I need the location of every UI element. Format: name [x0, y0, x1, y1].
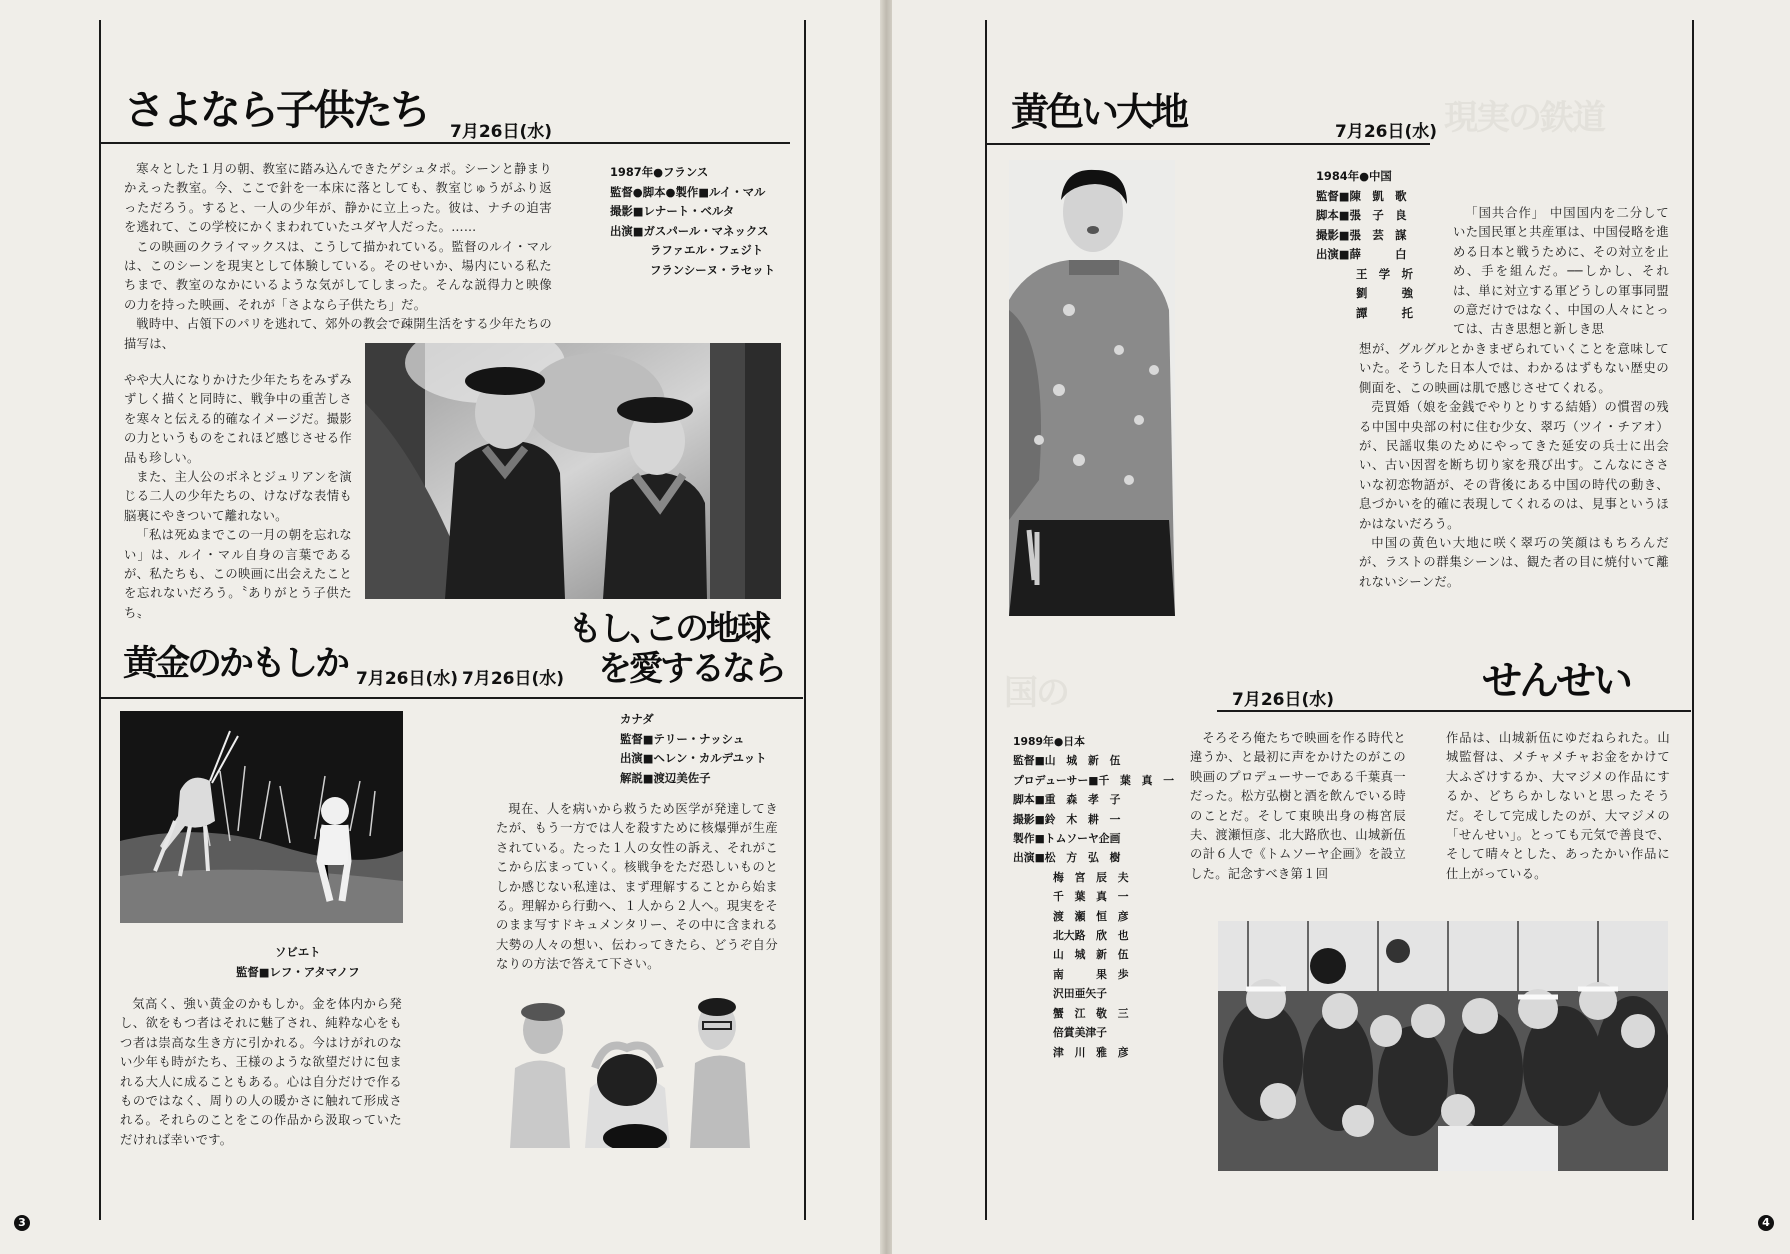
moshi-credits: カナダ 監督■テリー・ナッシュ 出演■ヘレン・カルデユット 解説■渡辺美佐子 [620, 712, 767, 785]
kiiro-title-rule [986, 143, 1430, 145]
page-number-right: 4 [1758, 1215, 1774, 1231]
kiiro-text-narrow: 「国共合作」 中国国内を二分していた国民軍と共産軍は、中国侵略を進める日本と戦うために、その対立を止め、手を組んだ。──しかし、それは、単に対立する軍どうしの軍事同盟の意だけではなく、中国の人々にとっては、古き思想と新しき思 [1453, 206, 1669, 337]
kiiro-text-wide: 想が、グルグルとかきまぜられていくことを意味していた。そうした日本人では、わかるはずもない歴史の側面を、この映画は肌で感じさせてくれる。 売買婚（娘を金銭でやりとりする結婚）の慣習の残る中国中央部の村に住む少女、翠巧（ツイ・チアオ）が、民謡収集のためにやってきた延安の兵士に出会い、古い因習を断ち切り家を飛び出す。こんなにささいな初恋物語が、その背後にある中国の時代の動き、息づかいを的確に表現してくれるのは、見事というほかはないだろう。 中国の黄色い大地に咲く翠巧の笑顔はもちろんだが、ラストの群集シーンは、観た者の目に焼付いて離れないシーンだ。 [1359, 342, 1669, 589]
sensei-title-rule [1217, 710, 1691, 712]
moshi-date: 7月26日(水) [462, 669, 565, 689]
three-people-cutout-image [505, 998, 770, 1148]
bleed-through-text: 現実の鉄道 [1444, 98, 1604, 138]
kiiro-date: 7月26日(水) [1335, 122, 1438, 142]
kamoshika-date: 7月26日(水) [356, 669, 459, 689]
sayonara-title: さよなら子供たち [124, 86, 428, 134]
sensei-date: 7月26日(水) [1232, 690, 1335, 710]
kiiro-credits: 1984年●中国 監督■陳 凱 歌 脚本■張 子 良 撮影■張 芸 謀 出演■薛 白 王 学 圻 劉 強 譚 托 [1316, 169, 1413, 320]
sayonara-date: 7月26日(水) [450, 122, 553, 142]
kamoshika-photo [120, 711, 403, 923]
moshi-title-line1: もし､この地球 [568, 609, 768, 649]
sensei-credits: 1989年●日本 監督■山 城 新 伍 プロデューサー■千 葉 真 一 脚本■重 森 孝 子 撮影■鈴 木 耕 一 製作■トムソーヤ企画 出演■松 方 弘 樹 梅 宮 辰 夫 千 葉 真 一 渡 瀬 恒 彦 北大路 欣 也 山 城 新 伍 南 果 歩 沢田亜矢子 蟹 江 敬 三 倍賞美津子 津 川 雅 彦 [1013, 735, 1175, 1059]
kamoshika-text: 気高く、強い黄金のかもしか。金を体内から発し、欲をもつ者はそれに魅了され、純粋な心をもつ者は崇高な生き方に引かれる。今はけがれのない少年も時がたち、王様のような欲望だけに包まれる大人に成ることもある。心は自分だけで作るものではなく、周りの人の暖かさに触れて形成される。それらのことをこの作品から汲取っていただければ幸いです。 [120, 997, 402, 1147]
sayonara-text-side: やや大人になりかけた少年たちをみずみずしく描くと同時に、戦争中の重苦しさを寒々と伝える的確なイメージだ。撮影の力というものをこれほど感じさせる作品も珍しい。 また、主人公のボネとジュリアンを演じる二人の少年たちの、けなげな表情も脳裏にやきついて離れない。 「私は死ぬまでこの一月の朝を忘れない」は、ルイ・マル自身の言葉であるが、私たちも、この映画に出会えたことを忘れないだろう。〝ありがとう子供たち〟 [124, 373, 352, 620]
sayonara-credits: 1987年●フランス 監督●脚本●製作■ルイ・マル 撮影■レナート・ベルタ 出演■ガスパール・マネックス ラファエル・フェジト フランシーヌ・ラセット [610, 165, 776, 277]
kiiro-photo [1009, 160, 1175, 616]
kamoshika-title: 黄金のかもしか [123, 644, 348, 684]
kamoshika-credits: ソビエト 監督■レフ・アタマノフ [236, 945, 360, 979]
left-page-right-rule [804, 20, 806, 1220]
right-margin-rule [1692, 20, 1694, 1220]
moshi-text: 現在、人を病いから救うため医学が発達してきたが、もう一方では人を殺すために核爆弾が生産されている。たった１人の女性の訴え、それがここから広まっていく。核戦争をただ恐しいものとしか感じない私達は、まず理解することから始まる。理解から行動へ、１人から２人へ。現実をそのまま写すドキュメンタリー、その中に含まれる大勢の人々の想い、伝わってきたら、どうぞ自分なりの方法で答えて下さい。 [496, 802, 778, 972]
sayonara-title-rule [100, 142, 790, 144]
girl-singing-image [1009, 160, 1175, 616]
moshi-photo [505, 998, 770, 1148]
sensei-title: せんせい [1482, 658, 1630, 704]
two-boys-in-woods-image [365, 343, 781, 599]
bleed-through-text: 国の [1004, 673, 1068, 713]
page-number-left: 3 [14, 1215, 30, 1231]
lower-left-title-rule [100, 697, 803, 699]
right-page-left-rule [985, 20, 987, 1220]
moshi-title-line2: を愛するなら [598, 649, 784, 689]
sensei-text-col2: 作品は、山城新伍にゆだねられた。山城監督は、メチャメチャお金をかけて大ふざけするか、大マジメの作品にするか、どちらかしないと思ったそうだ。そして完成したのが、大マジメの「せんせい」。とっても元気で善良で、そして晴々とした、あったかい作品に仕上がっている。 [1446, 731, 1670, 881]
sensei-text-col1: そろそろ俺たちで映画を作る時代と違うか、と最初に声をかけたのがこの映画のプロデューサーである千葉真一だった。松方弘樹と酒を飲んでいる時のことだ。そして東映出身の梅宮辰夫、渡瀬恒彦、北大路欣也、山城新伍の計６人で《トムソーヤ企画》を設立した。記念すべき第１回 [1190, 731, 1406, 881]
festival-group-photo-image [1218, 921, 1668, 1171]
sayonara-photo [365, 343, 781, 599]
golden-antelope-animation-image [120, 711, 403, 923]
kiiro-title: 黄色い大地 [1011, 90, 1187, 134]
sayonara-text-top: 寒々とした１月の朝、教室に踏み込んできたゲシュタポ。シーンと静まりかえった教室。今、ここで針を一本床に落としても、教室じゅうがふり返っただろう。すると、一人の少年が、静かに立上った。彼は、ナチの迫害を逃れて、この学校にかくまわれていたユダヤ人だった。…… この映画のクライマックスは、こうして描かれている。監督のルイ・マルは、このシーンを現実として体験している。そのせいか、場内にいる私たちまで、教室のなかにいるような気がしてしまった。そんな説得力と映像の力を持った映画、それが「さよなら子供たち」だ。 戦時中、占領下のパリを逃れて、郊外の教会で疎開生活をする少年たちの描写は、 [124, 162, 552, 351]
left-margin-rule [99, 20, 101, 1220]
sensei-photo [1218, 921, 1668, 1171]
